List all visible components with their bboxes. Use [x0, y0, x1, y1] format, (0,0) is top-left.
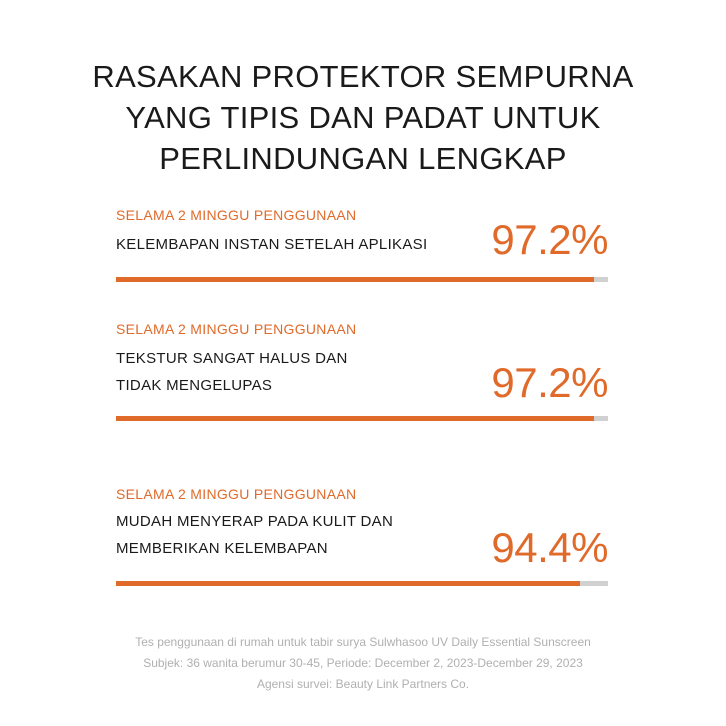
- stat-progress-fill: [116, 277, 594, 282]
- stat-description-line-2: TIDAK MENGELUPAS: [116, 377, 273, 394]
- stat-percent: 94.4%: [491, 524, 608, 571]
- stat-period-label: SELAMA 2 MINGGU PENGGUNAAN: [116, 207, 357, 223]
- title-line-2: YANG TIPIS DAN PADAT UNTUK: [125, 100, 601, 135]
- stat-progress-fill: [116, 416, 594, 421]
- footer-line-2: Subjek: 36 wanita berumur 30-45, Periode: December 2, 2023-December 29, 2023: [143, 656, 583, 670]
- stat-description-line-1: TEKSTUR SANGAT HALUS DAN: [116, 350, 348, 367]
- stat-description-line-2: MEMBERIKAN KELEMBAPAN: [116, 540, 328, 557]
- stat-description: [116, 345, 348, 399]
- footer-line-3: Agensi survei: Beauty Link Partners Co.: [256, 677, 470, 691]
- stat-period-label: SELAMA 2 MINGGU PENGGUNAAN: [116, 321, 357, 337]
- stat-progress-fill: [116, 581, 580, 586]
- stat-description-line-1: KELEMBAPAN INSTAN SETELAH APLIKASI: [116, 236, 428, 253]
- stat-description-line-1: MUDAH MENYERAP PADA KULIT DAN: [116, 513, 394, 530]
- stat-percent: 97.2%: [491, 216, 608, 263]
- stat-block-1: [116, 207, 608, 287]
- stat-percent: 97.2%: [491, 359, 608, 406]
- stat-progress-track: [116, 277, 608, 282]
- stat-description: [116, 508, 393, 562]
- title-line-3: PERLINDUNGAN LENGKAP: [159, 141, 567, 176]
- footer-line-1: Tes penggunaan di rumah untuk tabir surya Sulwhasoo UV Daily Essential Sunscreen: [135, 635, 591, 649]
- footer-note: [0, 632, 726, 695]
- stat-progress-track: [116, 581, 608, 586]
- stat-period-label: SELAMA 2 MINGGU PENGGUNAAN: [116, 486, 357, 502]
- stat-description: [116, 231, 427, 258]
- title-line-1: RASAKAN PROTEKTOR SEMPURNA: [92, 59, 634, 94]
- stat-progress-track: [116, 416, 608, 421]
- stat-block-3: [116, 486, 608, 596]
- page-title: [0, 56, 726, 179]
- stat-block-2: [116, 321, 608, 431]
